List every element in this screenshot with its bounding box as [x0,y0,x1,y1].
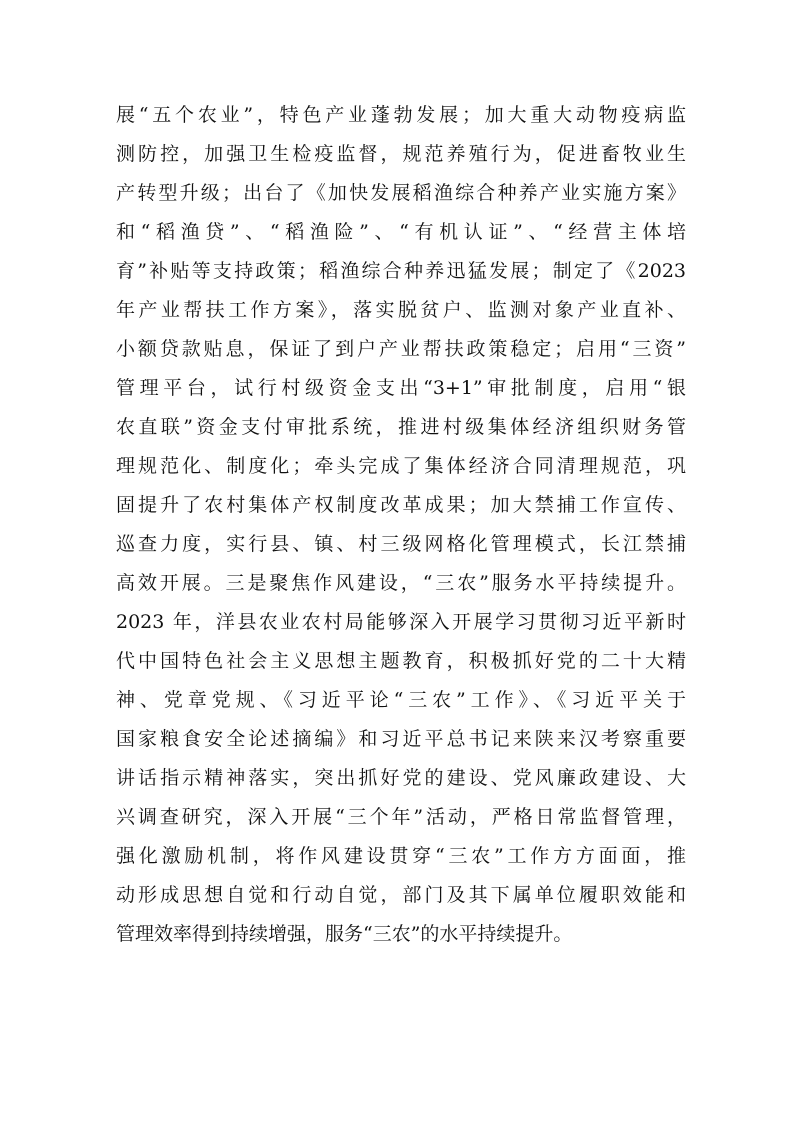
text-line: 动形成思想自觉和行动自觉，部门及其下属单位履职效能和 [116,884,686,906]
text-line: 国家粮食安全论述摘编》和习近平总书记来陕来汉考察重要 [116,728,686,750]
body-paragraph [116,96,686,954]
text-line: 展“五个农业”，特色产业蓬勃发展；加大重大动物疫病监 [116,104,686,126]
text-line: 年产业帮扶工作方案》，落实脱贫户、监测对象产业直补、 [116,299,686,321]
text-line: 强化激励机制，将作风建设贯穿“三农”工作方方面面，推 [116,845,686,867]
text-line: 和“稻渔贷”、“稻渔险”、“有机认证”、“经营主体培 [116,221,686,243]
text-line: 高效开展。三是聚焦作风建设，“三农”服务水平持续提升。 [116,572,686,594]
text-line: 2023 年，洋县农业农村局能够深入开展学习贯彻习近平新时 [116,611,686,633]
text-line: 小额贷款贴息，保证了到户产业帮扶政策稳定；启用“三资” [116,338,686,360]
text-line: 农直联”资金支付审批系统，推进村级集体经济组织财务管 [116,416,686,438]
text-line: 讲话指示精神落实，突出抓好党的建设、党风廉政建设、大 [116,767,686,789]
text-line: 测防控，加强卫生检疫监督，规范养殖行为，促进畜牧业生 [116,143,686,165]
text-line: 固提升了农村集体产权制度改革成果；加大禁捕工作宣传、 [116,494,686,516]
text-line: 代中国特色社会主义思想主题教育，积极抓好党的二十大精 [116,650,686,672]
text-line: 理规范化、制度化；牵头完成了集体经济合同清理规范，巩 [116,455,686,477]
text-line: 兴调查研究，深入开展“三个年”活动，严格日常监督管理， [116,806,686,828]
text-line: 产转型升级；出台了《加快发展稻渔综合种养产业实施方案》 [116,182,686,204]
text-line: 管理平台，试行村级资金支出“3+1”审批制度，启用“银 [116,377,686,399]
text-line: 神、党章党规、《习近平论“三农”工作》、《习近平关于 [116,689,686,711]
text-line: 巡查力度，实行县、镇、村三级网格化管理模式，长江禁捕 [116,533,686,555]
text-line: 管理效率得到持续增强，服务“三农”的水平持续提升。 [116,923,573,945]
text-line: 育”补贴等支持政策；稻渔综合种养迅猛发展；制定了《2023 [116,260,686,282]
